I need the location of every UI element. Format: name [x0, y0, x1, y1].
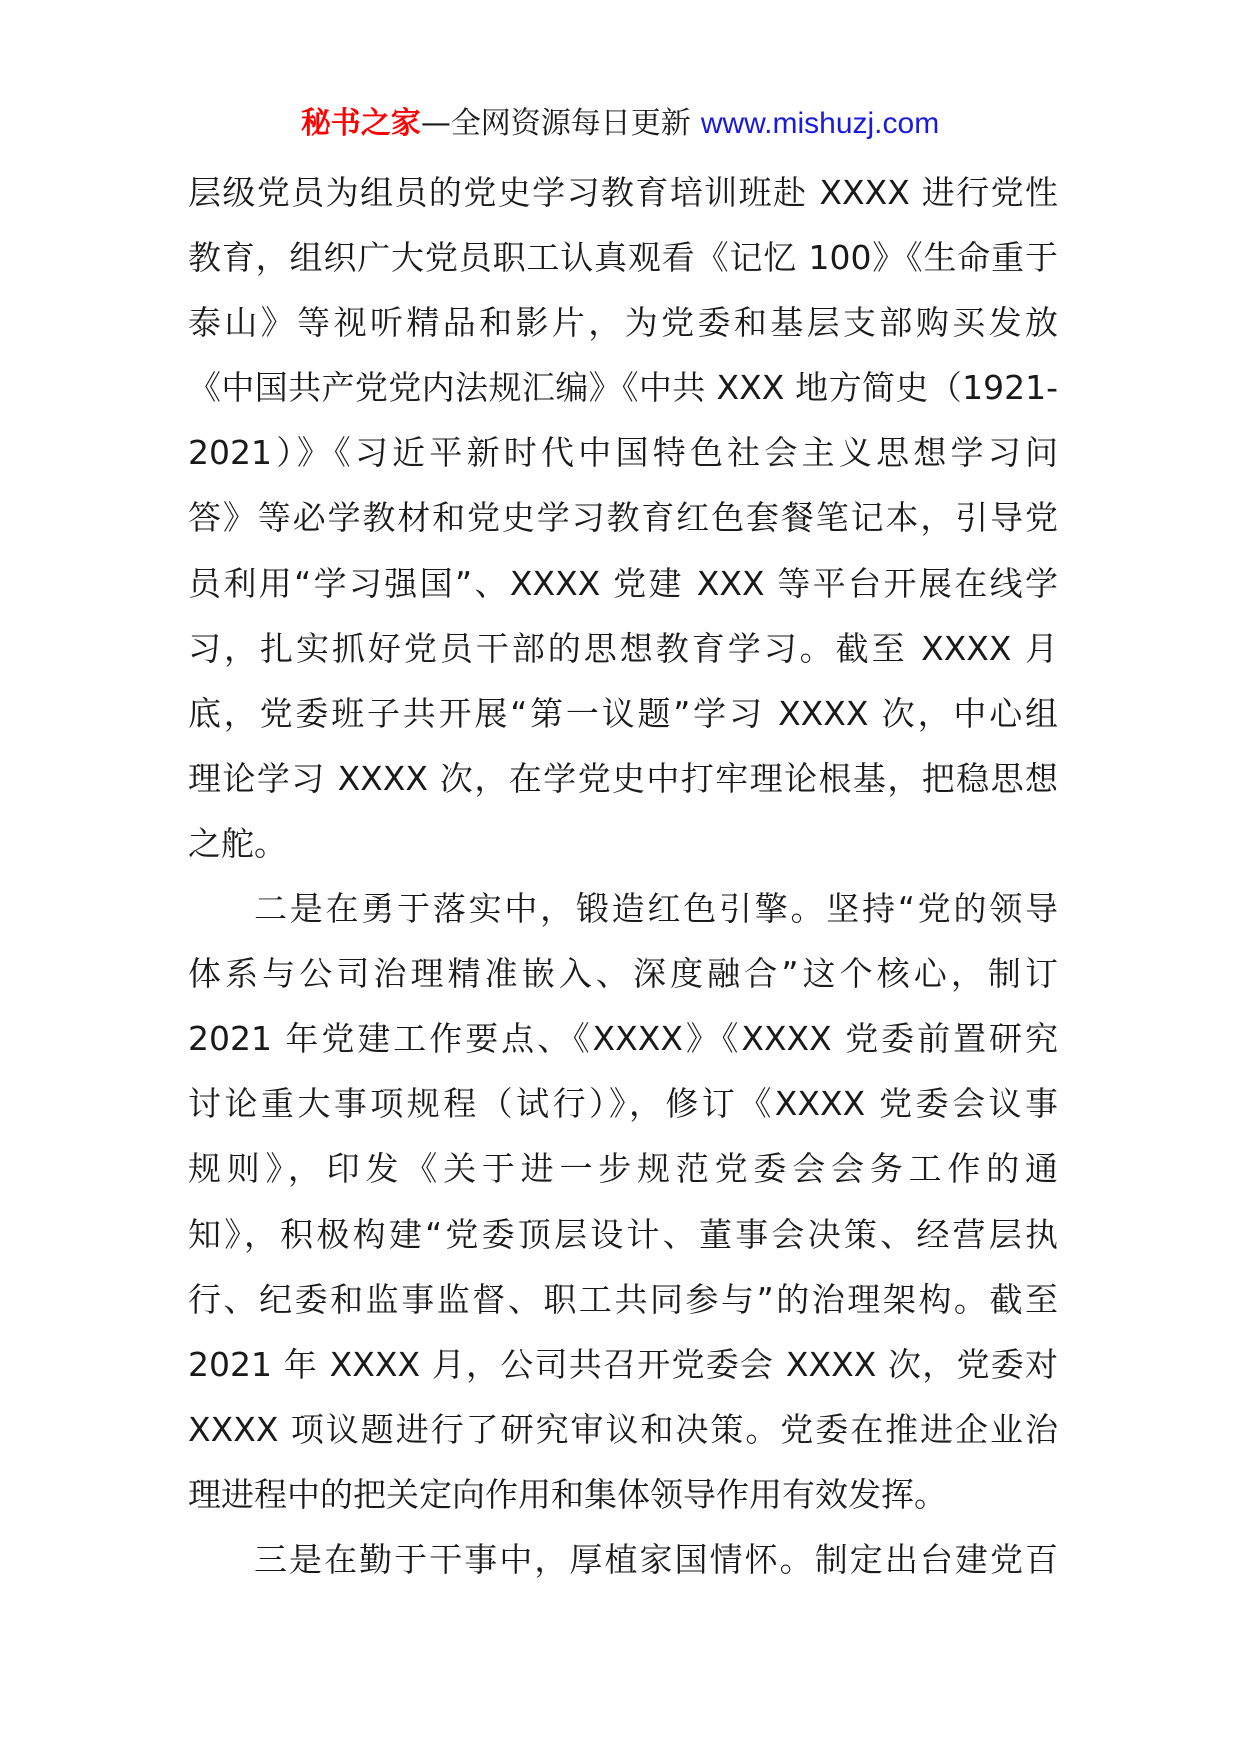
paragraph-start-line: 二是在勇于落实中，锻造红色引擎。坚持“党的领导 [254, 889, 1058, 929]
text-line: 2021 年 XXXX 月，公司共召开党委会 XXXX 次，党委对 [188, 1344, 1058, 1384]
text-line: 理进程中的把关定向作用和集体领导作用有效发挥。 [188, 1474, 947, 1514]
document-body [188, 160, 1058, 1592]
text-line: 答》等必学教材和党史学习教育红色套餐笔记本，引导党 [188, 498, 1058, 538]
text-line: 《中国共产党党内法规汇编》《中共 XXX 地方简史（1921- [188, 368, 1058, 408]
site-header [0, 100, 1240, 148]
text-line: 讨论重大事项规程（试行）》，修订《XXXX 党委会议事 [188, 1084, 1058, 1124]
text-line: 员利用“学习强国”、XXXX 党建 XXX 等平台开展在线学 [188, 563, 1058, 603]
text-line: 层级党员为组员的党史学习教育培训班赴 XXXX 进行党性 [188, 173, 1058, 212]
text-line: 2021）》《习近平新时代中国特色社会主义思想学习问 [188, 433, 1058, 473]
text-line: 之舵。 [188, 823, 287, 863]
text-line: 教育，组织广大党员职工认真观看《记忆 100》《生命重于 [188, 238, 1058, 278]
text-line: 习，扎实抓好党员干部的思想教育学习。截至 XXXX 月 [188, 628, 1058, 668]
text-line: 理论学习 XXXX 次，在学党史中打牢理论根基，把稳思想 [188, 758, 1058, 798]
text-line: 泰山》等视听精品和影片，为党委和基层支部购买发放 [188, 303, 1058, 343]
paragraph-start-line: 三是在勤于干事中，厚植家国情怀。制定出台建党百 [254, 1539, 1058, 1579]
text-line: 行、纪委和监事监督、职工共同参与”的治理架构。截至 [188, 1279, 1058, 1319]
text-line: 2021 年党建工作要点、《XXXX》《XXXX 党委前置研究 [188, 1019, 1058, 1059]
site-brand: 秘书之家 [300, 106, 421, 141]
text-line: 体系与公司治理精准嵌入、深度融合”这个核心，制订 [188, 954, 1058, 994]
text-line: 底，党委班子共开展“第一议题”学习 XXXX 次，中心组 [188, 693, 1058, 733]
site-url-link[interactable]: www.mishuzj.com [700, 107, 940, 140]
text-line: XXXX 项议题进行了研究审议和决策。党委在推进企业治 [188, 1409, 1058, 1449]
text-line: 规则》，印发《关于进一步规范党委会会务工作的通 [188, 1149, 1058, 1189]
text-line: 知》，积极构建“党委顶层设计、董事会决策、经营层执 [188, 1214, 1058, 1254]
site-tagline: —全网资源每日更新 [420, 106, 691, 141]
